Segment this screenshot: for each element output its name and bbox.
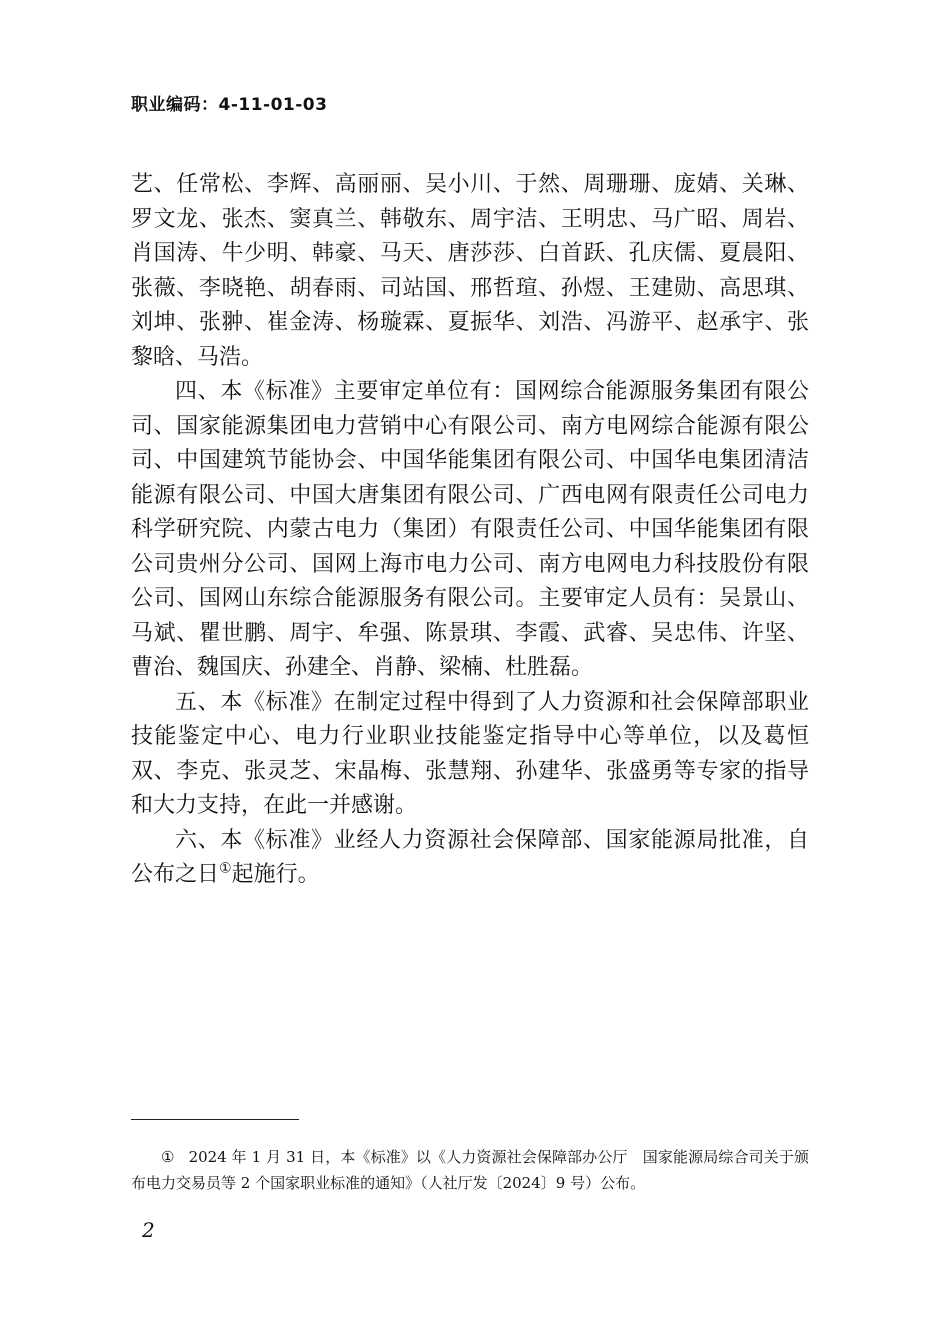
effective-date-text-end: 起施行。 — [231, 862, 320, 887]
effective-date-text: 六、本《标准》业经人力资源社会保障部、国家能源局批准，自公布之日 — [131, 827, 809, 887]
paragraph-drafters-continued: 艺、任常松、李辉、高丽丽、吴小川、于然、周珊珊、庞婧、关琳、罗文龙、张杰、窦真兰、韩敬东、周宇洁、王明忠、马广昭、周岩、肖国涛、牛少明、韩豪、马天、唐莎莎、白首跃、孔庆儒、夏晨阳、张薇、李晓艳、胡春雨、司站国、邢哲瑄、孙煜、王建勋、高思琪、刘坤、张翀、崔金涛、杨璇霖、夏振华、刘浩、冯游平、赵承宇、张黎晗、马浩。 — [131, 172, 809, 370]
main-text — [131, 168, 809, 893]
occupation-code-header: 职业编码：4-11-01-03 — [131, 95, 328, 115]
footnote-text: 2024 年 1 月 31 日，本《标准》以《人力资源社会保障部办公厅 国家能源局综合司关于颁布电力交易员等 2 个国家职业标准的通知》（人社厅发〔2024〕9 号）公布。 — [131, 1148, 809, 1192]
paragraph-acknowledgements: 五、本《标准》在制定过程中得到了人力资源和社会保障部职业技能鉴定中心、电力行业职业技能鉴定指导中心等单位，以及葛恒双、李克、张灵芝、宋晶梅、张慧翔、孙建华、张盛勇等专家的指导和大力支持，在此一并感谢。 — [131, 689, 809, 818]
footnote-divider — [131, 1119, 299, 1120]
footnote-mark: ① — [161, 1148, 175, 1166]
footnote — [131, 1144, 809, 1196]
footnote-reference[interactable]: ① — [219, 860, 232, 877]
footnote-paragraph — [131, 1144, 809, 1196]
paragraph-review-units: 四、本《标准》主要审定单位有：国网综合能源服务集团有限公司、国家能源集团电力营销中心有限公司、南方电网综合能源有限公司、中国建筑节能协会、中国华能集团有限公司、中国华电集团清洁能源有限公司、中国大唐集团有限公司、广西电网有限责任公司电力科学研究院、内蒙古电力（集团）有限责任公司、中国华能集团有限公司贵州分公司、国网上海市电力公司、南方电网电力科技股份有限公司、国网山东综合能源服务有限公司。主要审定人员有：吴景山、马斌、瞿世鹏、周宇、牟强、陈景琪、李霞、武睿、吴忠伟、许坚、曹治、魏国庆、孙建全、肖静、梁楠、杜胜磊。 — [131, 379, 809, 680]
paragraph-effective-date — [131, 824, 809, 893]
page-number: 2 — [142, 1218, 155, 1242]
